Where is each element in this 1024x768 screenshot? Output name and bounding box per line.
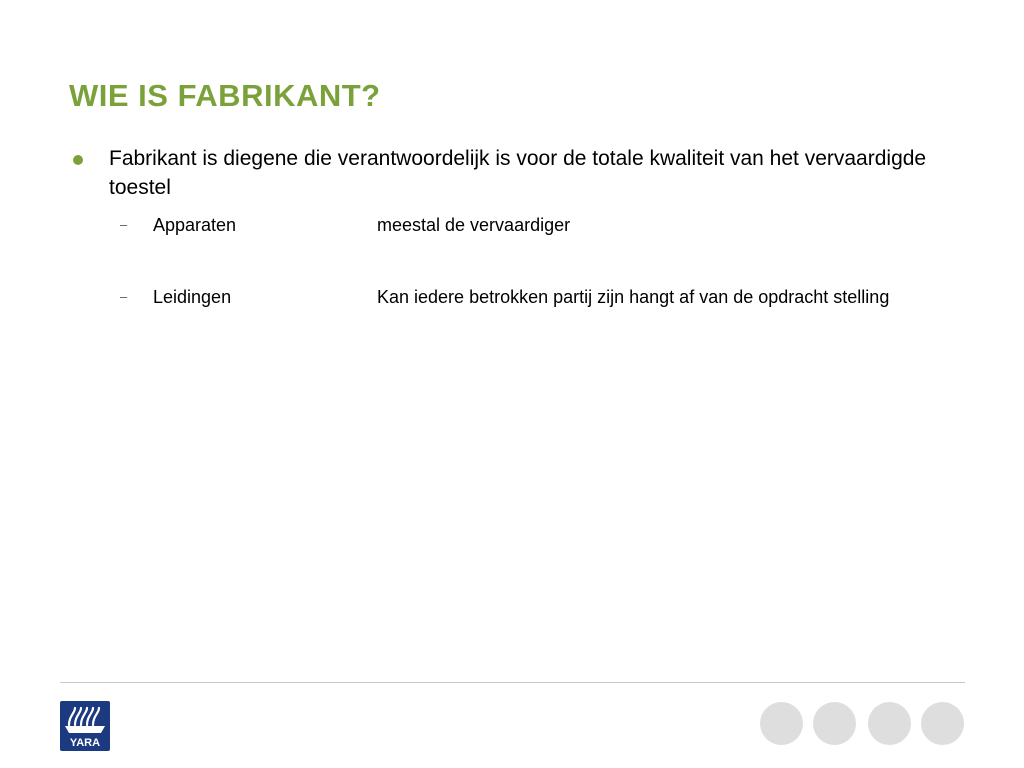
- sub-item-description: Kan iedere betrokken partij zijn hangt af van de opdracht stelling: [377, 287, 890, 307]
- dash-icon: –: [120, 217, 128, 232]
- dash-icon: –: [120, 289, 128, 304]
- nav-circle-3: [868, 702, 911, 745]
- nav-circle-2: [813, 702, 856, 745]
- sub-item-term: Apparaten: [153, 215, 237, 235]
- ship-hull: [65, 726, 105, 733]
- round-bullet-icon: [73, 155, 83, 165]
- nav-circle-4: [921, 702, 964, 745]
- bullet-text: Fabrikant is diegene die verantwoordelijk is voor de totale kwaliteit van het vervaardigde toestel: [109, 147, 927, 199]
- sub-item-term: Leidingen: [153, 287, 232, 307]
- slide-title: WIE IS FABRIKANT?: [69, 78, 381, 113]
- yara-logo: [60, 701, 110, 751]
- footer-divider: [60, 682, 965, 683]
- sub-item-description: meestal de vervaardiger: [377, 215, 571, 235]
- logo-text: YARA: [69, 737, 101, 749]
- nav-circle-1: [760, 702, 803, 745]
- yara-viking-ship-logo: [60, 701, 110, 751]
